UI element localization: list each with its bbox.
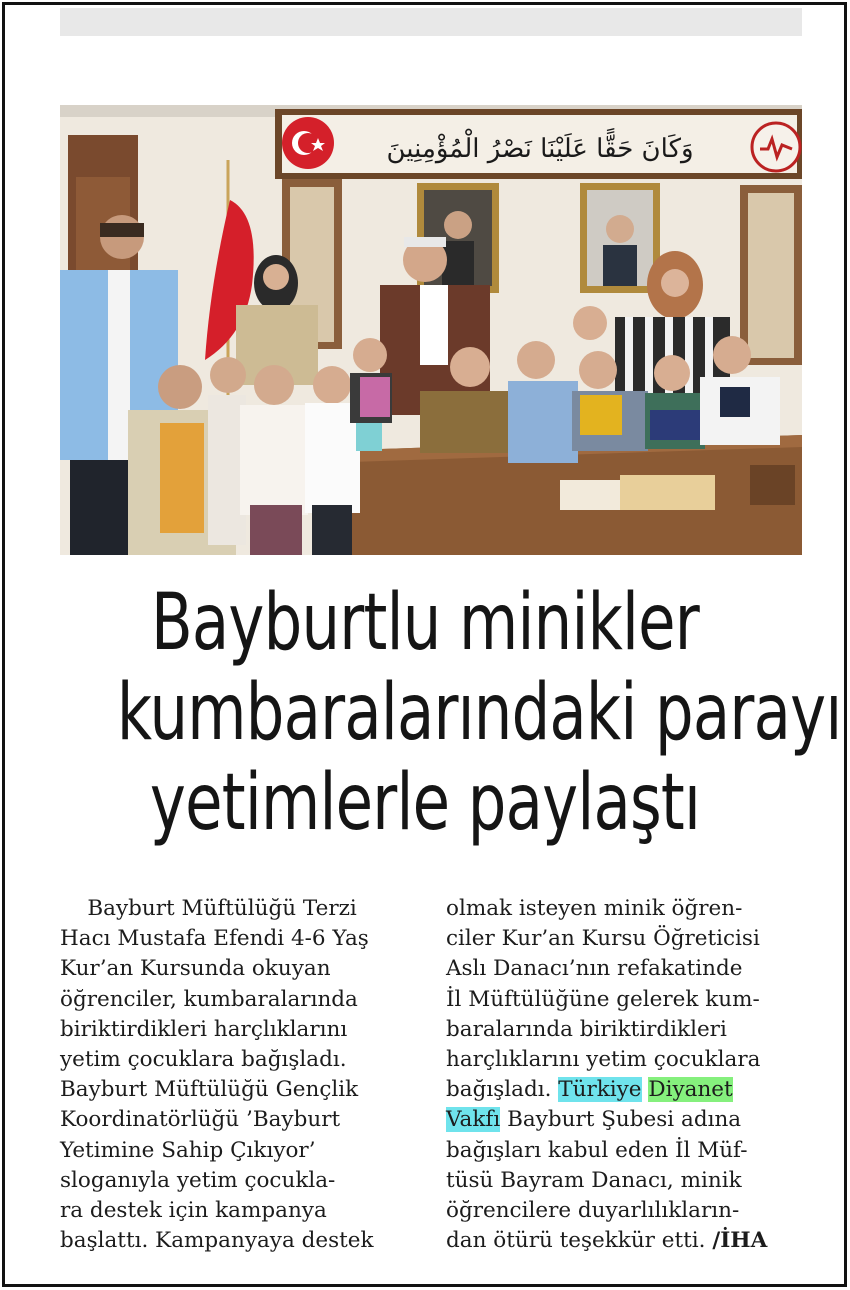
right-line-11: öğrencilere duyarlılıkların- bbox=[446, 1198, 740, 1224]
headline-line-3: yetimlerle paylaştı bbox=[149, 758, 701, 848]
highlight-turkiye: Türkiye bbox=[558, 1077, 642, 1103]
left-line-9: Yetimine Sahip Çıkıyor’ bbox=[60, 1137, 316, 1163]
right-line-2: ciler Kur’an Kursu Öğreticisi bbox=[446, 926, 760, 952]
headline-line-2: kumbaralarındaki parayı bbox=[116, 668, 842, 758]
left-line-6: yetim çocuklara bağışladı. bbox=[60, 1047, 347, 1073]
left-line-11: ra destek için kampanya bbox=[60, 1198, 327, 1224]
left-line-12: başlattı. Kampanyaya destek bbox=[60, 1228, 374, 1254]
left-line-3: Kur’an Kursunda okuyan bbox=[60, 956, 331, 982]
right-line-12 bbox=[446, 1226, 806, 1256]
headline-line-1: Bayburtlu minikler bbox=[150, 578, 700, 668]
left-line-8: Koordinatörlüğü ’Bayburt bbox=[60, 1107, 341, 1133]
left-line-10: sloganıyla yetim çocukla- bbox=[60, 1167, 336, 1193]
left-line-7: Bayburt Müftülüğü Gençlik bbox=[60, 1077, 359, 1103]
article-column-left bbox=[60, 894, 410, 1256]
right-line-4: İl Müftülüğüne gelerek kum- bbox=[446, 986, 760, 1012]
article-column-right bbox=[446, 894, 806, 1256]
right-line-8-text: Bayburt Şubesi adına bbox=[500, 1107, 742, 1133]
right-line-7-text: bağışladı. bbox=[446, 1077, 559, 1103]
right-line-5: baralarında biriktirdikleri bbox=[446, 1016, 727, 1042]
last-line-text: dan ötürü teşekkür etti. bbox=[446, 1228, 713, 1254]
banner-calligraphy: وَكَانَ حَقًّا عَلَيْنَا نَصْرُ الْمُؤْمِنِينَ bbox=[386, 134, 694, 164]
headline bbox=[116, 578, 842, 848]
right-line-6: harçlıklarını yetim çocuklara bbox=[446, 1047, 761, 1073]
photo-illustration bbox=[60, 105, 802, 555]
right-line-1: olmak isteyen minik öğren- bbox=[446, 896, 743, 921]
right-line-3: Aslı Danacı’nın refakatinde bbox=[446, 956, 743, 982]
left-line-2: Hacı Mustafa Efendi 4-6 Yaş bbox=[60, 926, 369, 952]
right-line-9: bağışları kabul eden İl Müf- bbox=[446, 1137, 748, 1163]
highlight-vakfi: Vakfı bbox=[446, 1107, 501, 1133]
news-photo bbox=[60, 105, 802, 555]
top-gray-strip bbox=[60, 8, 802, 36]
left-line-5: biriktirdikleri harçlıklarını bbox=[60, 1016, 348, 1042]
right-line-8 bbox=[446, 1105, 806, 1135]
right-line-10: tüsü Bayram Danacı, minik bbox=[446, 1167, 742, 1193]
source-credit: /İHA bbox=[712, 1228, 768, 1254]
diyanet-emblem bbox=[752, 123, 800, 171]
left-line-4: öğrenciler, kumbaralarında bbox=[60, 986, 358, 1012]
right-line-7 bbox=[446, 1075, 806, 1105]
left-line-1: Bayburt Müftülüğü Terzi bbox=[60, 896, 357, 921]
highlight-diyanet: Diyanet bbox=[648, 1077, 733, 1103]
